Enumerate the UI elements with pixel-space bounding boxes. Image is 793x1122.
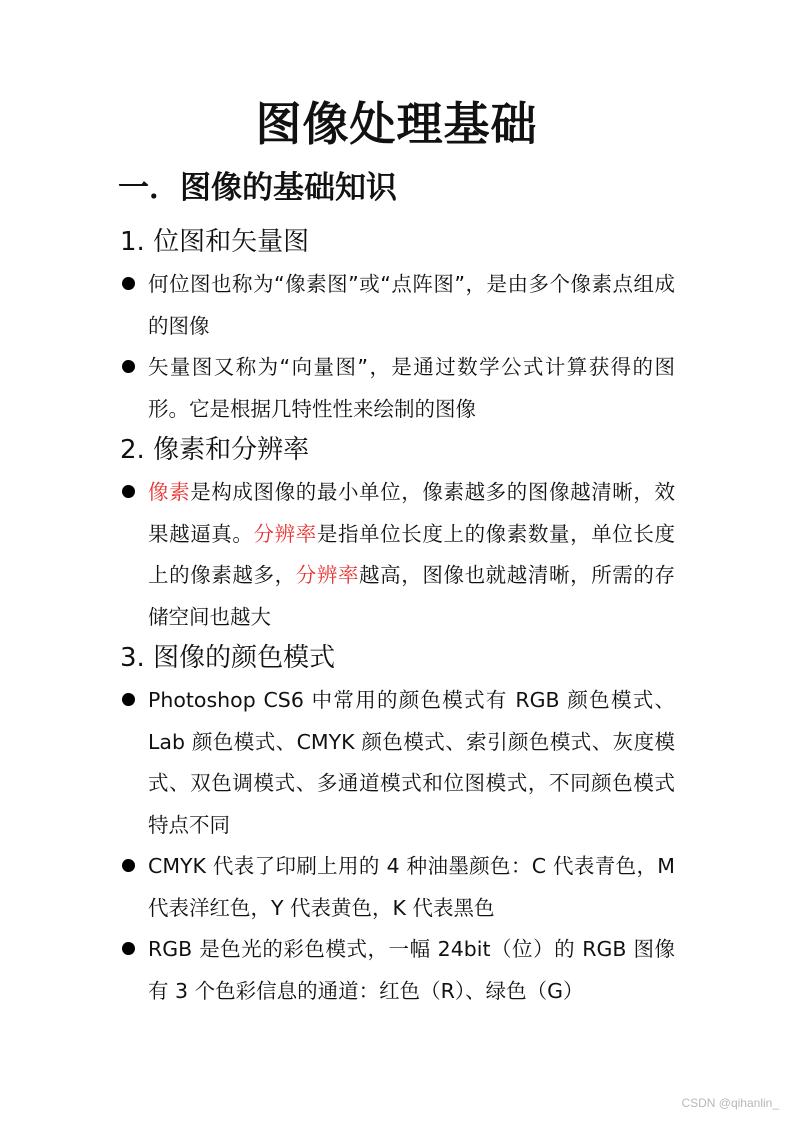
list-item xyxy=(122,347,675,430)
bullet-icon xyxy=(122,942,135,955)
section-heading: 一．图像的基础知识 xyxy=(118,170,397,206)
bullet-icon xyxy=(122,859,135,872)
text-run: 是构成图像的最小单位，像素越多的图像越清晰，效果越逼真。 xyxy=(148,480,676,546)
list-item xyxy=(122,846,675,929)
subsection-heading-bitmap-vector: 1. 位图和矢量图 xyxy=(120,227,310,257)
subsection-heading-color-modes: 3. 图像的颜色模式 xyxy=(120,643,336,673)
bullet-text: CMYK 代表了印刷上用的 4 种油墨颜色：C 代表青色，M 代表洋红色，Y 代表黄色，K 代表黑色 xyxy=(148,854,675,920)
watermark: CSDN @qihanlin_ xyxy=(681,1096,779,1110)
subsection-heading-pixel-resolution: 2. 像素和分辨率 xyxy=(120,435,310,465)
text-run: 是指单位长度上的像素数量，单位长度上的像素越多， xyxy=(148,521,676,587)
bullet-icon xyxy=(122,485,135,498)
document-title: 图像处理基础 xyxy=(255,97,538,151)
highlighted-term: 像素 xyxy=(148,480,191,504)
highlighted-term: 分辨率 xyxy=(253,521,317,546)
bullet-text: RGB 是色光的彩色模式，一幅 24bit（位）的 RGB 图像有 3 个色彩信息的通道：红色（R）、绿色（G） xyxy=(148,937,675,1003)
bullet-text: Photoshop CS6 中常用的颜色模式有 RGB 颜色模式、Lab 颜色模式、CMYK 颜色模式、索引颜色模式、灰度模式、双色调模式、多通道模式和位图模式，不同颜色模式特点不同 xyxy=(148,688,675,837)
bullet-icon xyxy=(122,693,135,706)
highlighted-term: 分辨率 xyxy=(295,563,360,587)
list-item xyxy=(122,472,675,638)
bullet-text: 矢量图又称为“向量图”，是通过数学公式计算获得的图形。它是根据几特性性来绘制的图像 xyxy=(148,355,675,421)
bullet-text: 何位图也称为“像素图”或“点阵图”，是由多个像素点组成的图像 xyxy=(148,272,675,338)
bullet-icon xyxy=(122,277,135,290)
text-run: 越高，图像也就越清晰，所需的存储空间也越大 xyxy=(148,563,676,629)
bullet-text xyxy=(148,472,675,638)
list-item xyxy=(122,264,675,347)
bullet-icon xyxy=(122,360,135,373)
list-item xyxy=(122,680,675,846)
list-item xyxy=(122,929,675,1012)
